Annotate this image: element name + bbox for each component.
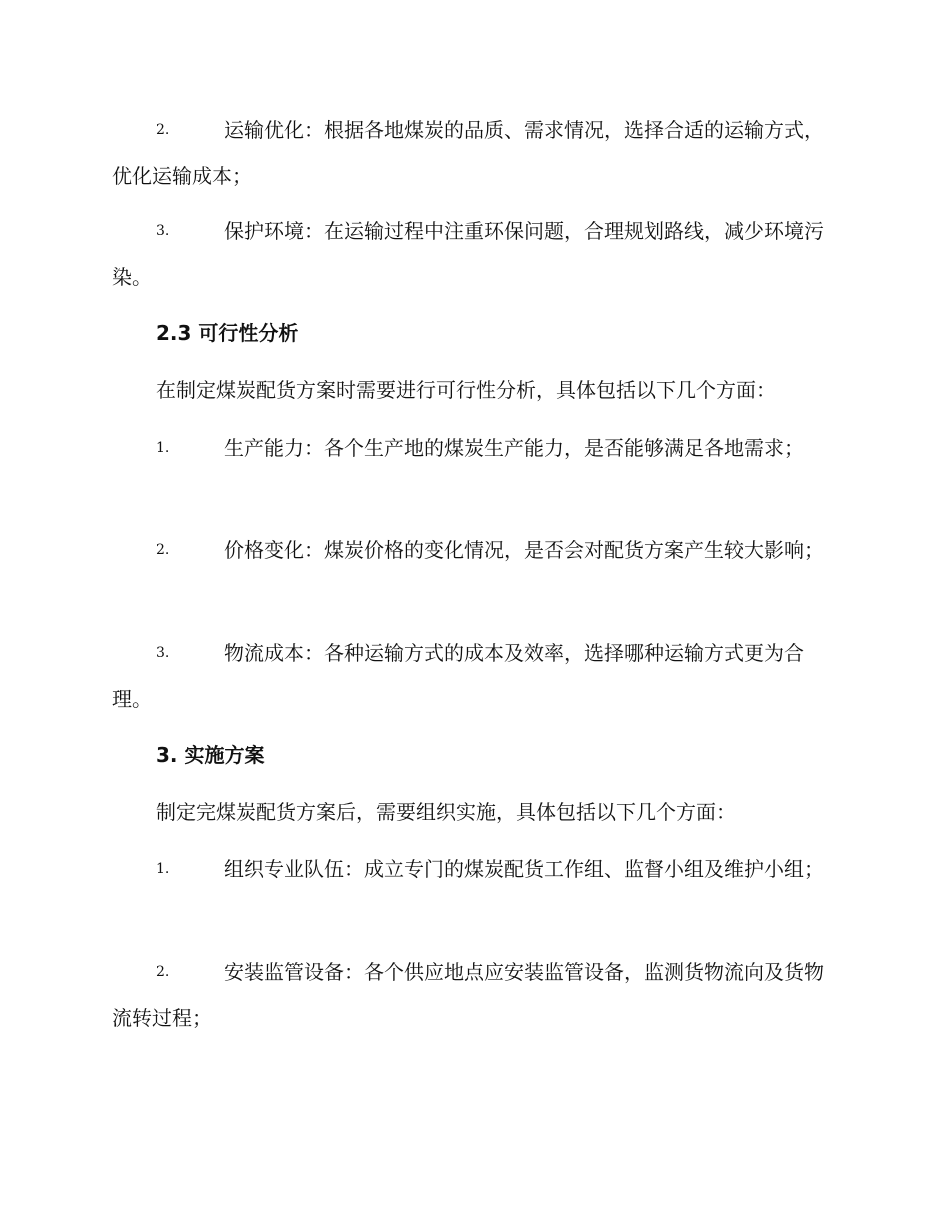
list-number: 2.	[156, 964, 170, 980]
section-heading: 2.3 可行性分析	[156, 321, 299, 345]
list-text: 组织专业队伍：成立专门的煤炭配货工作组、监督小组及维护小组；	[224, 857, 824, 881]
list-text: 价格变化：煤炭价格的变化情况，是否会对配货方案产生较大影响；	[224, 538, 824, 562]
list-text: 保护环境：在运输过程中注重环保问题，合理规划路线，减少环境污染。	[112, 219, 824, 289]
list-text: 安装监管设备：各个供应地点应安装监管设备，监测货物流向及货物流转过程；	[112, 960, 824, 1030]
list-text: 运输优化：根据各地煤炭的品质、需求情况，选择合适的运输方式，优化运输成本；	[112, 118, 824, 188]
list-text: 生产能力：各个生产地的煤炭生产能力，是否能够满足各地需求；	[224, 436, 804, 460]
list-number: 3.	[156, 223, 170, 239]
list-number: 2.	[156, 542, 170, 558]
list-number: 1.	[156, 440, 170, 456]
section-intro: 制定完煤炭配货方案后，需要组织实施，具体包括以下几个方面：	[156, 800, 736, 824]
list-item	[112, 208, 834, 300]
list-item	[112, 425, 834, 471]
list-item	[112, 949, 834, 1041]
section-intro: 在制定煤炭配货方案时需要进行可行性分析，具体包括以下几个方面：	[156, 378, 776, 402]
section-heading: 3. 实施方案	[156, 743, 265, 767]
list-item	[112, 630, 834, 722]
list-item	[112, 107, 834, 199]
list-text: 物流成本：各种运输方式的成本及效率，选择哪种运输方式更为合理。	[112, 641, 804, 711]
list-number: 2.	[156, 122, 170, 138]
list-item	[112, 846, 834, 892]
list-number: 3.	[156, 645, 170, 661]
list-item	[112, 527, 834, 573]
list-number: 1.	[156, 861, 170, 877]
